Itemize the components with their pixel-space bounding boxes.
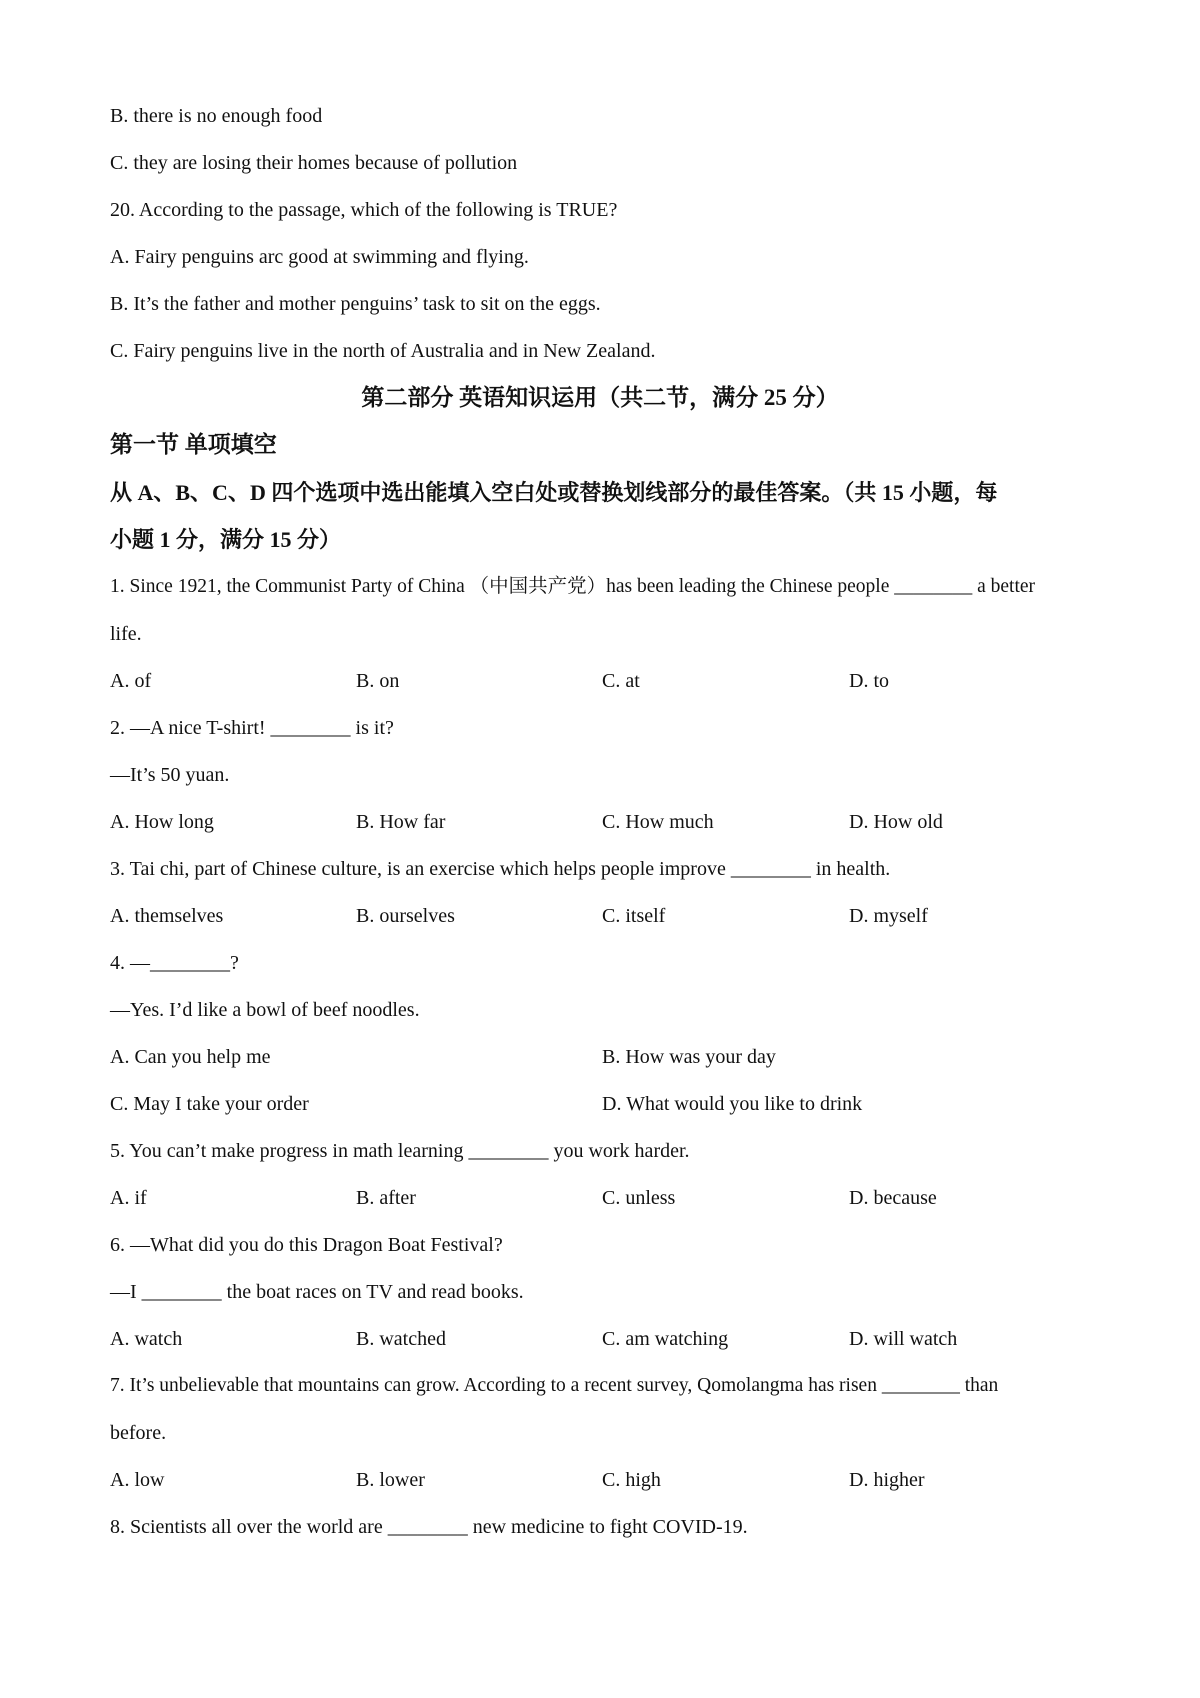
q5-stem: 5. You can’t make progress in math learning ________ you work harder. — [110, 1140, 690, 1162]
q20-option-a: A. Fairy penguins arc good at swimming and flying. — [110, 246, 529, 268]
q5-option-d: D. because — [849, 1187, 937, 1209]
q2-option-c: C. How much — [602, 811, 714, 833]
q1-stem-line2: life. — [110, 623, 142, 645]
q20-option-b: B. It’s the father and mother penguins’ task to sit on the eggs. — [110, 293, 601, 315]
section1-title: 第一节 单项填空 — [110, 432, 277, 457]
q19-option-c: C. they are losing their homes because of pollution — [110, 152, 518, 174]
part2-title: 第二部分 英语知识运用（共二节，满分 25 分） — [361, 385, 839, 410]
q1-stem-line1: 1. Since 1921, the Communist Party of China （中国共产党）has been leading the Chinese people ________ a better — [110, 576, 1036, 597]
q2-stem-line2: —It’s 50 yuan. — [110, 764, 230, 786]
q3-option-b: B. ourselves — [356, 905, 455, 927]
q4-stem-line1: 4. —________? — [110, 952, 239, 974]
q19-option-b: B. there is no enough food — [110, 105, 323, 127]
q6-option-d: D. will watch — [849, 1328, 958, 1350]
q5-option-b: B. after — [356, 1187, 416, 1209]
q4-stem-line2: —Yes. I’d like a bowl of beef noodles. — [110, 999, 420, 1021]
q5-option-a: A. if — [110, 1187, 147, 1209]
q4-option-c: C. May I take your order — [110, 1093, 309, 1115]
q3-option-c: C. itself — [602, 905, 666, 927]
q4-option-d: D. What would you like to drink — [602, 1093, 863, 1115]
instructions-line2: 小题 1 分，满分 15 分） — [110, 527, 342, 552]
q20-stem: 20. According to the passage, which of the following is TRUE? — [110, 199, 618, 221]
q8-stem: 8. Scientists all over the world are ________ new medicine to fight COVID-19. — [110, 1516, 748, 1538]
q6-option-a: A. watch — [110, 1328, 183, 1350]
q7-option-d: D. higher — [849, 1469, 925, 1491]
q7-option-a: A. low — [110, 1469, 165, 1491]
q2-option-b: B. How far — [356, 811, 446, 833]
q1-option-c: C. at — [602, 670, 640, 692]
q2-stem-line1: 2. —A nice T-shirt! ________ is it? — [110, 717, 394, 739]
q1-option-d: D. to — [849, 670, 889, 692]
q7-stem-line1: 7. It’s unbelievable that mountains can grow. According to a recent survey, Qomolangma has risen ________ than — [110, 1375, 999, 1396]
q2-option-a: A. How long — [110, 811, 214, 833]
q6-stem-line1: 6. —What did you do this Dragon Boat Festival? — [110, 1234, 503, 1256]
q3-option-a: A. themselves — [110, 905, 224, 927]
q3-option-d: D. myself — [849, 905, 928, 927]
q3-stem: 3. Tai chi, part of Chinese culture, is an exercise which helps people improve ________ in health. — [110, 858, 891, 880]
q20-option-c: C. Fairy penguins live in the north of Australia and in New Zealand. — [110, 340, 656, 362]
q5-option-c: C. unless — [602, 1187, 676, 1209]
q1-option-b: B. on — [356, 670, 400, 692]
q6-stem-line2: —I ________ the boat races on TV and read books. — [110, 1281, 524, 1303]
q1-option-a: A. of — [110, 670, 152, 692]
q4-option-a: A. Can you help me — [110, 1046, 271, 1068]
q6-option-c: C. am watching — [602, 1328, 729, 1350]
q6-option-b: B. watched — [356, 1328, 446, 1350]
q7-stem-line2: before. — [110, 1422, 167, 1444]
q7-option-c: C. high — [602, 1469, 661, 1491]
q2-option-d: D. How old — [849, 811, 943, 833]
q4-option-b: B. How was your day — [602, 1046, 776, 1068]
q7-option-b: B. lower — [356, 1469, 425, 1491]
instructions-line1: 从 A、B、C、D 四个选项中选出能填入空白处或替换划线部分的最佳答案。（共 15 小题，每 — [110, 480, 998, 505]
